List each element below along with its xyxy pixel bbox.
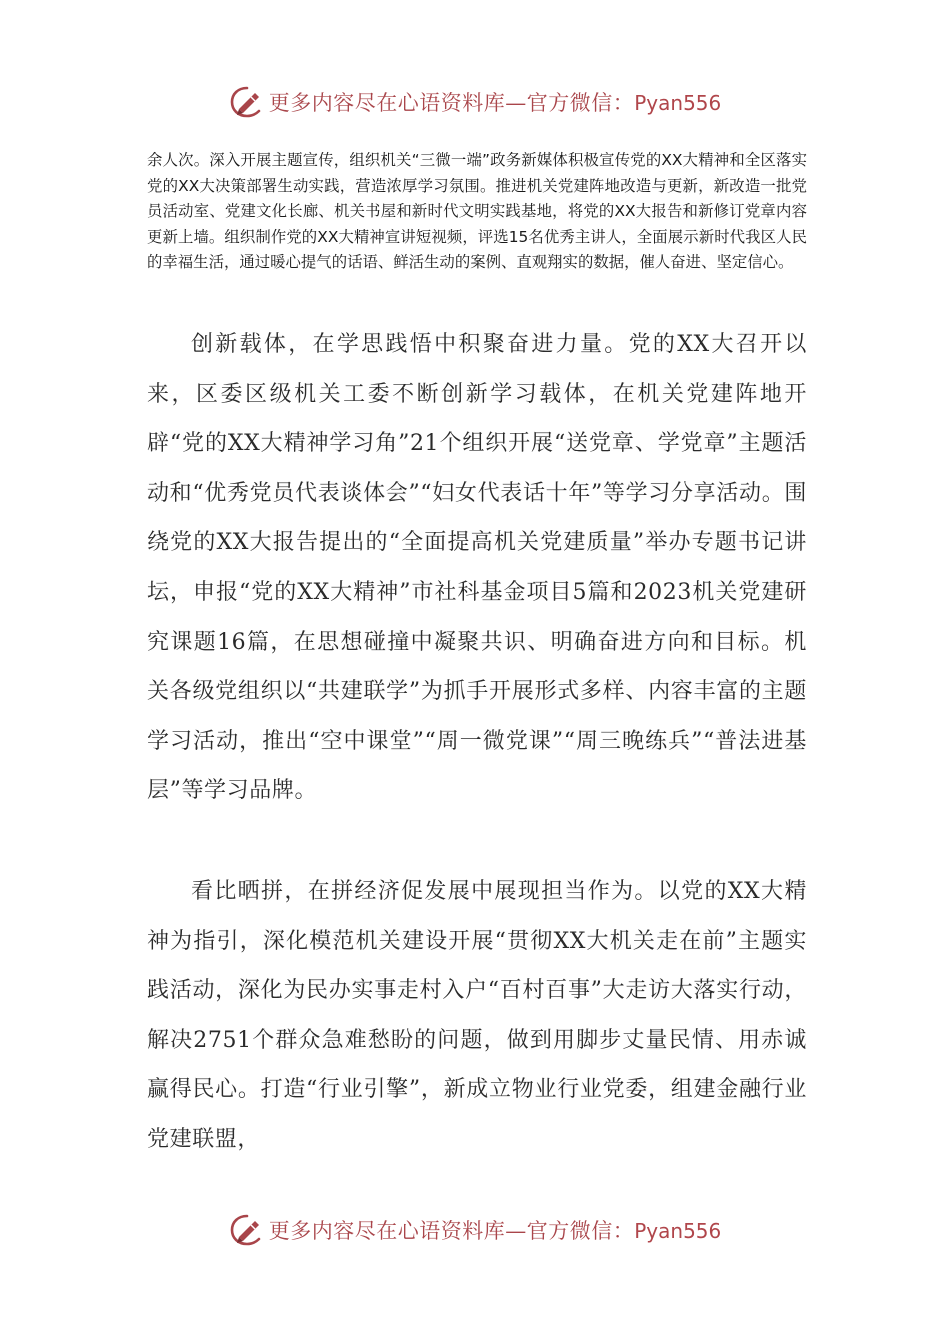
footer-banner-text: 更多内容尽在心语资料库—官方微信：Pyan556 [268, 1219, 722, 1243]
paragraph-innovation: 创新载体，在学思践悟中积聚奋进力量。党的XX大召开以来，区委区级机关工委不断创新学习载体，在机关党建阵地开辟“党的XX大精神学习角”21个组织开展“送党章、学党章”主题活动和“优秀党员代表谈体会”“妇女代表话十年”等学习分享活动。围绕党的XX大报告提出的“全面提高机关党建质量”举办专题书记讲坛，申报“党的XX大精神”市社科基金项目5篇和2023机关党建研究课题16篇，在思想碰撞中凝聚共识、明确奋进方向和目标。机关各级党组织以“共建联学”为抓手开展形式多样、内容丰富的主题学习活动，推出“空中课堂”“周一微党课”“周三晚练兵”“普法进基层”等学习品牌。 [147, 332, 807, 804]
footer-banner [0, 1210, 950, 1250]
intro-paragraph: 余人次。深入开展主题宣传，组织机关“三微一端”政务新媒体积极宣传党的XX大精神和全区落实党的XX大决策部署生动实践，营造浓厚学习氛围。推进机关党建阵地改造与更新，新改造一批党员活动室、党建文化长廊、机关书屋和新时代文明实践基地，将党的XX大报告和新修订党章内容更新上墙。组织制作党的XX大精神宣讲短视频，评选15名优秀主讲人，全面展示新时代我区人民的幸福生活，通过暖心提气的话语、鲜活生动的案例、直观翔实的数据，催人奋进、坚定信心。 [147, 151, 807, 272]
pen-logo-icon [229, 85, 265, 119]
footer-banner-brand: Pyan556 [634, 1219, 722, 1243]
header-banner-brand: Pyan556 [634, 91, 722, 115]
header-banner [0, 82, 950, 122]
pen-logo-icon [229, 1213, 265, 1247]
header-banner-text: 更多内容尽在心语资料库—官方微信：Pyan556 [268, 91, 722, 115]
paragraph-economy: 看比晒拼，在拼经济促发展中展现担当作为。以党的XX大精神为指引，深化模范机关建设开展“贯彻XX大机关走在前”主题实践活动，深化为民办实事走村入户“百村百事”大走访大落实行动，解决2751个群众急难愁盼的问题，做到用脚步丈量民情、用赤诚赢得民心。打造“行业引擎”，新成立物业行业党委，组建金融行业党建联盟， [147, 879, 807, 1152]
